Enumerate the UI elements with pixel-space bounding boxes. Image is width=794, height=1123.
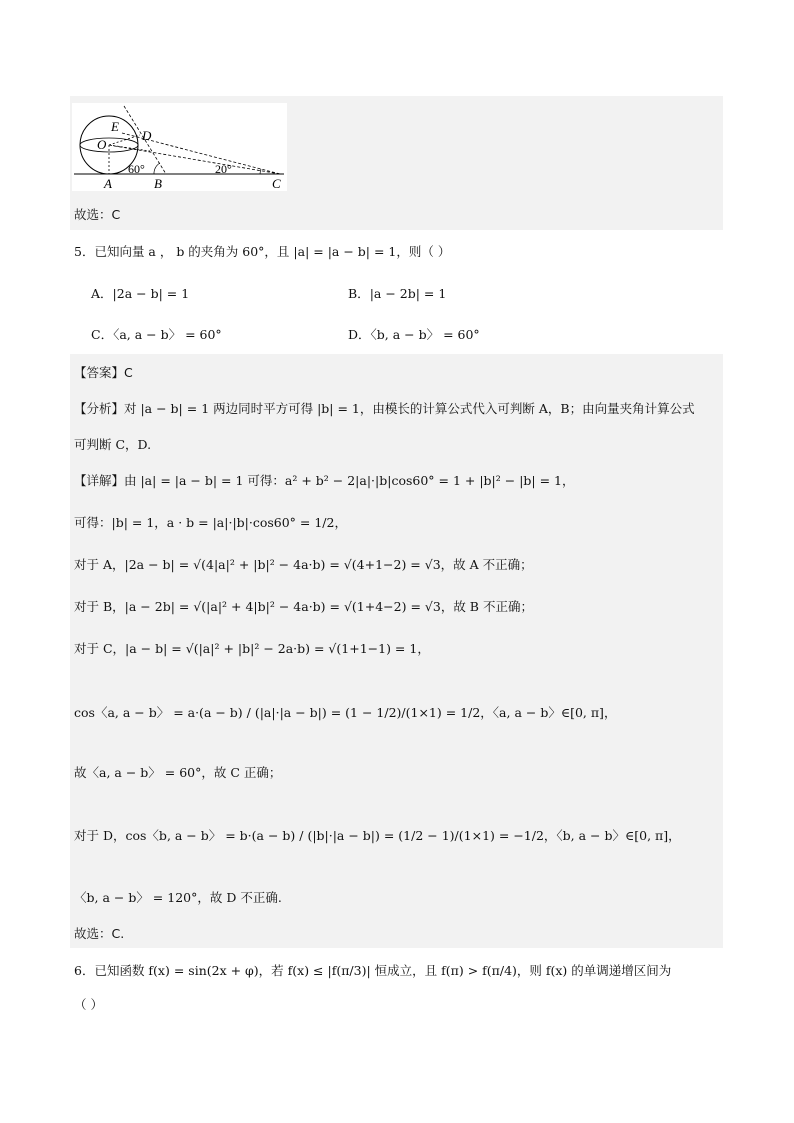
q5-detail-d-1: 对于 D，cos〈b, a − b〉 = b·(a − b) / (|b|·|a − b|) = (1/2 − 1)/(1×1) = −1/2，〈b, a − b〉∈[0, π]， [74,828,681,843]
option-d-label: D． [348,327,371,342]
label-D: D [142,128,152,143]
q5-detail-line-1: 【详解】由 |a| = |a − b| = 1 可得：a² + b² − 2|a|·|b|cos60° = 1 + |b|² − |b| = 1， [74,473,575,488]
q6-stem: 6．已知函数 f(x) = sin(2x + φ)，若 f(x) ≤ |f(π/3)| 恒成立，且 f(π) > f(π/4)，则 f(x) 的单调递增区间为 [74,963,672,978]
q5-detail-c-1: 对于 C，|a − b| = √(|a|² + |b|² − 2a·b) = √(1+1−1) = 1， [74,641,430,656]
q5-analysis-line-2: 可判断 C，D. [74,437,152,452]
q5-detail-c-2: cos〈a, a − b〉 = a·(a − b) / (|a|·|a − b|) = (1 − 1/2)/(1×1) = 1/2，〈a, a − b〉∈[0, π]， [74,705,617,720]
geometry-figure [72,103,287,191]
q4-conclusion: 故选：C [74,207,121,222]
label-C: C [272,176,281,191]
q5-option-c [91,326,222,344]
q5-detail-a: 对于 A，|2a − b| = √(4|a|² + |b|² − 4a·b) = √(4+1−2) = √3，故 A 不正确； [74,557,533,572]
q5-option-d [348,326,480,344]
q5-detail-d-2: 〈b, a − b〉 = 120°，故 D 不正确. [74,890,282,905]
q5-detail-b: 对于 B，|a − 2b| = √(|a|² + 4|b|² − 4a·b) = √(1+4−2) = √3，故 B 不正确； [74,599,533,614]
q5-option-b [348,285,446,303]
q5-stem: 5．已知向量 a ， b 的夹角为 60°，且 |a| = |a − b| = 1，则（ ） [74,244,451,259]
label-A: A [104,176,112,191]
label-B: B [154,176,162,191]
q5-detail-line-2: 可得：|b| = 1，a · b = |a|·|b|·cos60° = 1/2， [74,515,347,530]
label-angle-20: 20° [215,162,232,176]
label-angle-60: 60° [128,162,145,176]
q5-conclusion: 故选：C. [74,926,125,941]
option-c-label: C． [91,327,114,342]
option-a-label: A． [91,286,113,301]
label-O: O [97,137,107,152]
q5-analysis-line-1: 【分析】对 |a − b| = 1 两边同时平方可得 |b| = 1，由模长的计算公式代入可判断 A，B；由向量夹角计算公式 [74,401,695,416]
option-d-text: 〈b, a − b〉 = 60° [370,327,480,342]
option-a-text: |2a − b| = 1 [112,286,190,301]
q5-detail-c-3: 故〈a, a − b〉 = 60°，故 C 正确； [74,765,282,780]
option-b-text: |a − 2b| = 1 [369,286,447,301]
option-b-label: B． [348,286,370,301]
option-c-text: 〈a, a − b〉 = 60° [113,327,222,342]
q5-option-a [91,285,189,303]
q6-stem-blank: （ ） [74,997,103,1012]
q5-answer: 【答案】C [74,365,133,380]
label-E: E [111,119,119,134]
